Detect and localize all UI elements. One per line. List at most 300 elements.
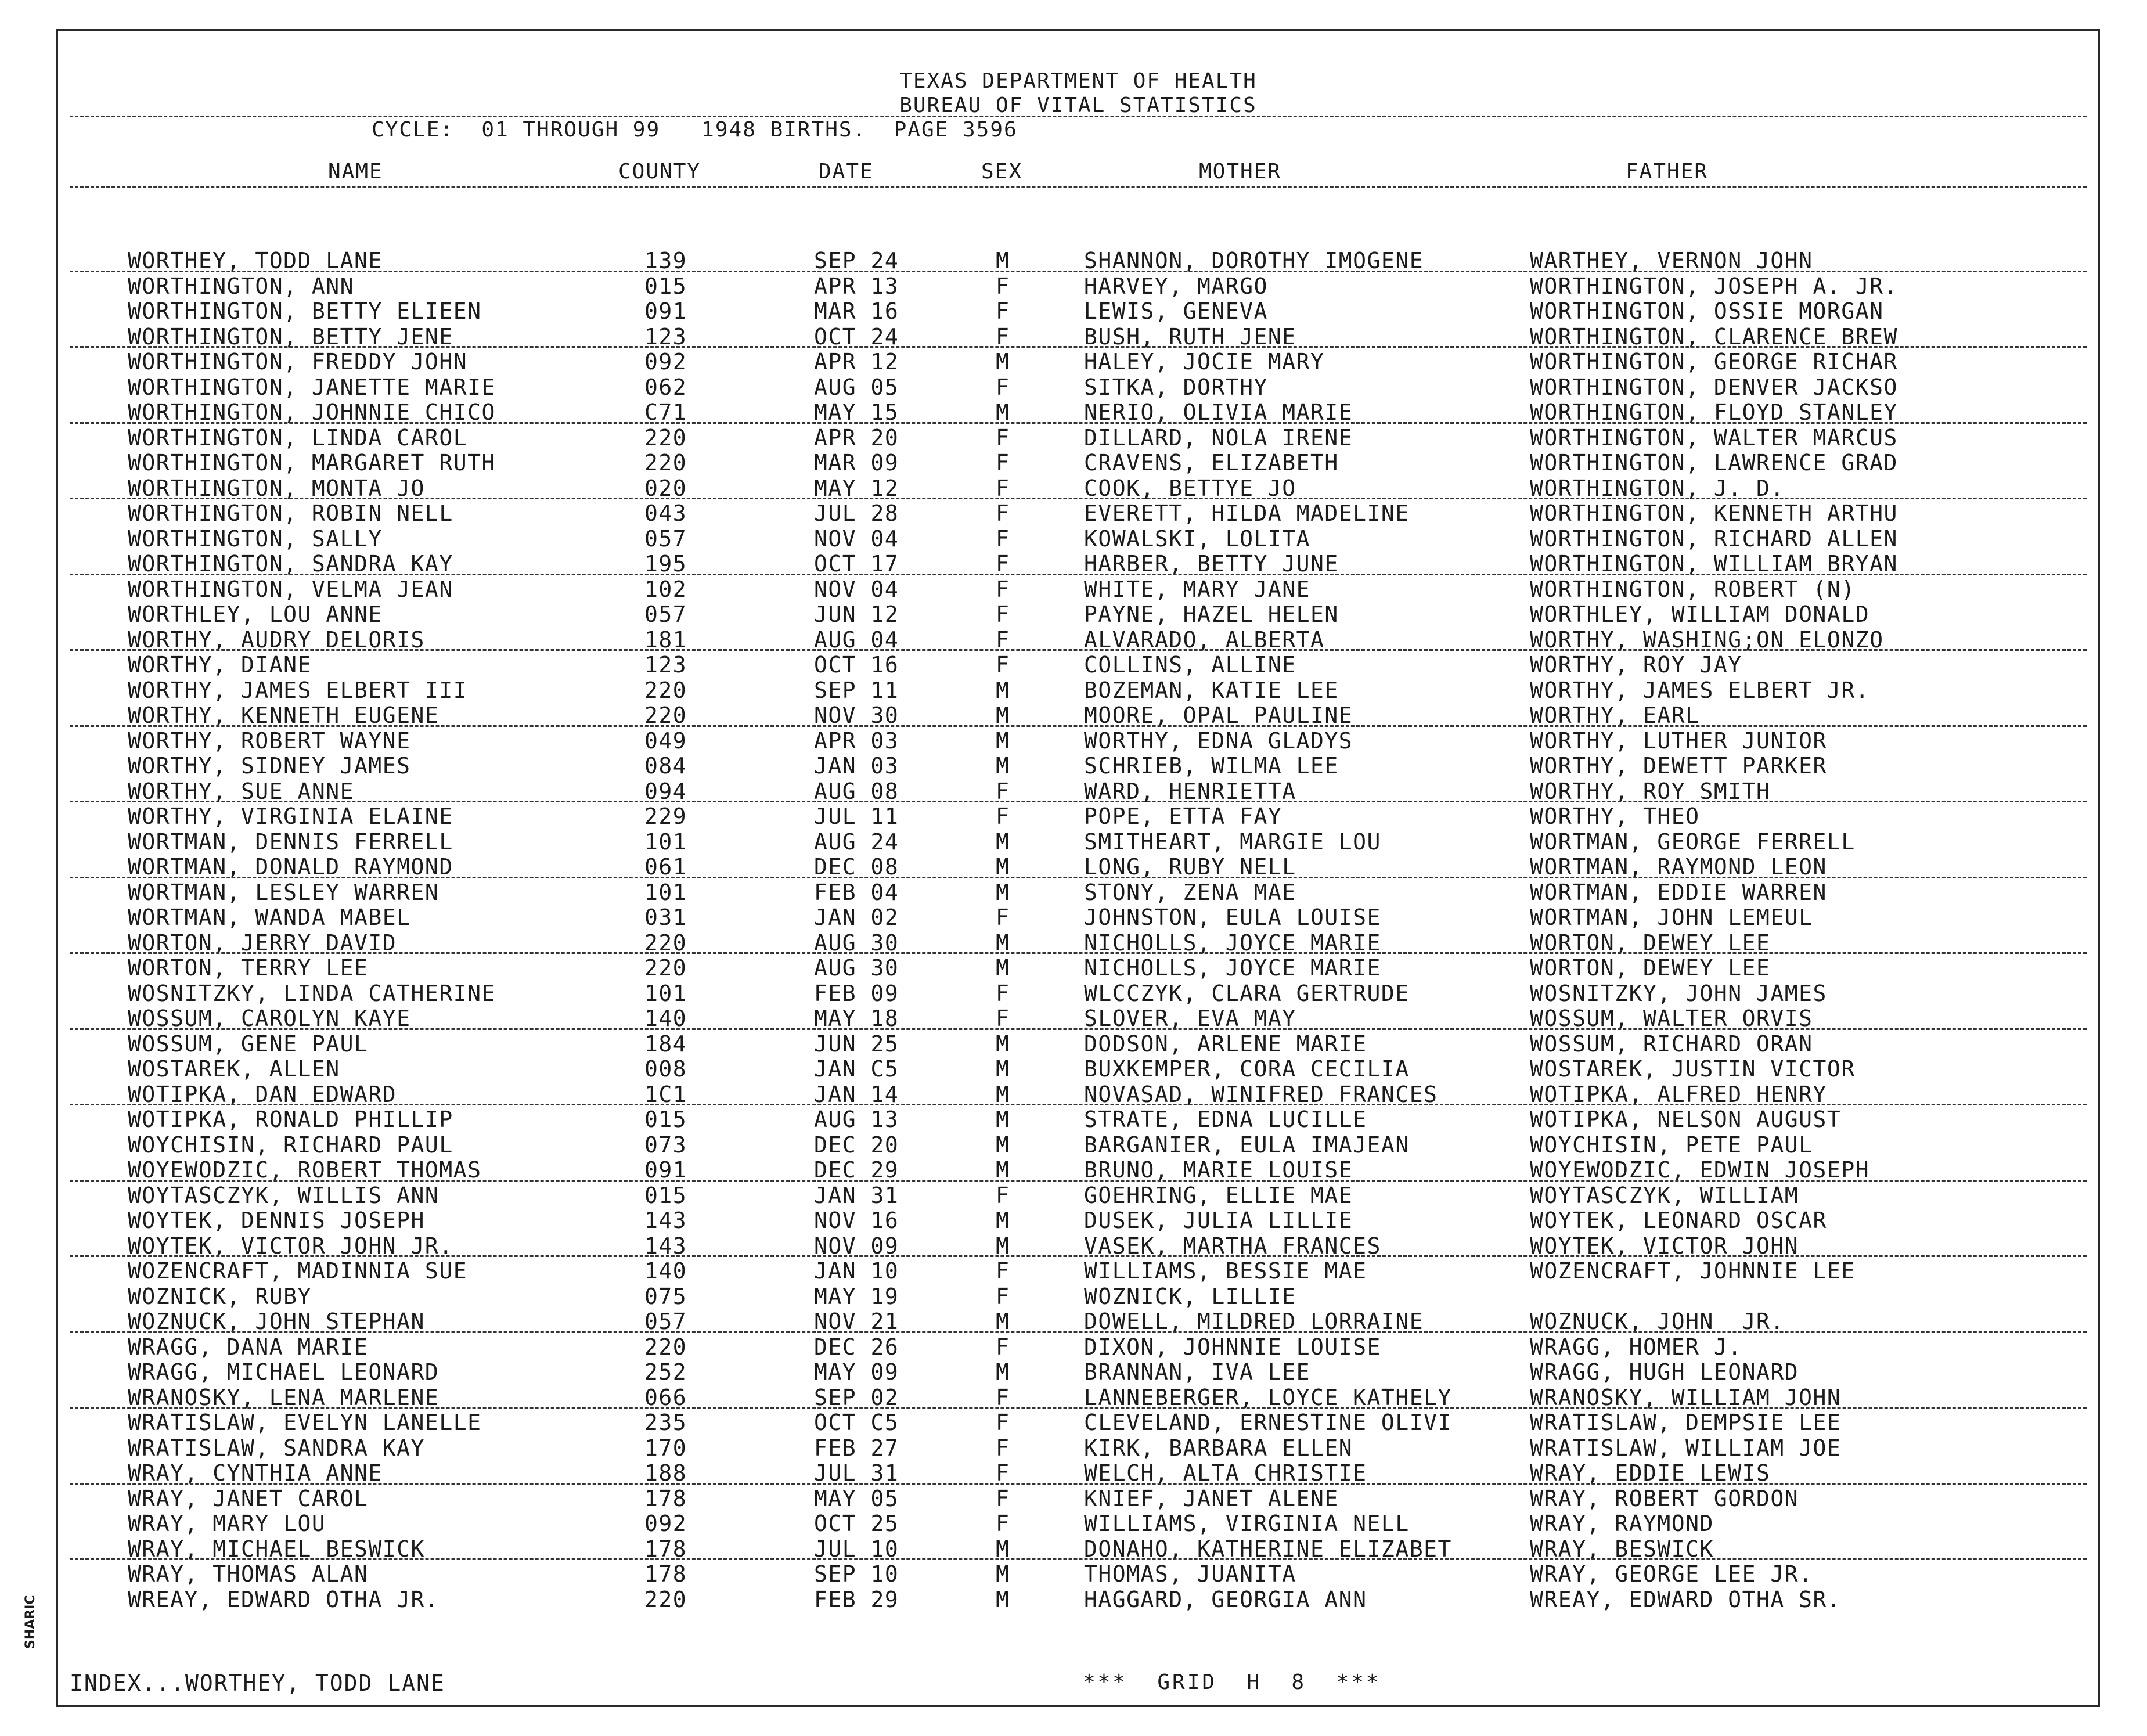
cell-sex: M [996, 854, 1010, 880]
cell-father: WORTHINGTON, FLOYD STANLEY [1530, 399, 1898, 425]
cell-sex: F [996, 1334, 1010, 1360]
cell-name: WORTHINGTON, MONTA JO [128, 475, 425, 501]
cell-father: WOSNITZKY, JOHN JAMES [1530, 980, 1827, 1006]
cell-date: JAN 31 [814, 1182, 899, 1208]
cell-father: WRAGG, HUGH LEONARD [1530, 1359, 1799, 1385]
cell-date: APR 20 [814, 424, 899, 451]
cell-mother: JOHNSTON, EULA LOUISE [1084, 905, 1381, 930]
cell-county: 057 [644, 602, 687, 627]
cell-father: WORTHY, EARL [1530, 703, 1700, 728]
cell-father: WORTMAN, JOHN LEMEUL [1530, 905, 1813, 930]
cell-sex: F [996, 804, 1010, 829]
cell-name: WORTHY, ROBERT WAYNE [128, 727, 411, 754]
table-row [58, 1232, 2098, 1258]
cell-sex: M [996, 879, 1010, 905]
table-row [58, 1182, 2098, 1207]
cell-county: 143 [644, 1208, 687, 1233]
cell-mother: COOK, BETTYE JO [1084, 475, 1296, 501]
cell-date: AUG 08 [814, 778, 899, 804]
cell-county: 015 [644, 1107, 687, 1132]
cell-date: FEB 09 [814, 980, 899, 1006]
cell-father: WRANOSKY, WILLIAM JOHN [1530, 1384, 1842, 1410]
cell-mother: SHANNON, DOROTHY IMOGENE [1084, 248, 1424, 273]
cell-name: WOTIPKA, DAN EDWARD [128, 1081, 397, 1107]
cell-mother: EVERETT, HILDA MADELINE [1084, 500, 1410, 526]
cell-father: WORTHINGTON, LAWRENCE GRAD [1530, 450, 1898, 476]
cell-mother: WELCH, ALTA CHRISTIE [1084, 1460, 1367, 1486]
cell-sex: F [996, 1410, 1010, 1435]
cell-date: NOV 09 [814, 1233, 899, 1259]
cell-date: SEP 24 [814, 248, 899, 273]
cell-mother: WHITE, MARY JANE [1084, 576, 1311, 602]
cell-name: WRAGG, DANA MARIE [128, 1334, 369, 1360]
cell-father: WOTIPKA, NELSON AUGUST [1530, 1107, 1842, 1132]
table-row [58, 1384, 2098, 1409]
cell-name: WORTHINGTON, SANDRA KAY [128, 551, 453, 577]
cell-county: 094 [644, 778, 687, 804]
cell-county: 123 [644, 652, 687, 678]
table-row [58, 474, 2098, 500]
cell-mother: DONAHO, KATHERINE ELIZABET [1084, 1536, 1452, 1562]
table-row [58, 525, 2098, 550]
cell-date: AUG 30 [814, 955, 899, 981]
cell-father: WOYTEK, LEONARD OSCAR [1530, 1208, 1827, 1233]
cell-father: WORTHINGTON, DENVER JACKSO [1530, 374, 1898, 400]
cell-county: 102 [644, 576, 687, 602]
cell-mother: SLOVER, EVA MAY [1084, 1006, 1296, 1031]
cell-name: WORTMAN, DENNIS FERRELL [128, 829, 453, 855]
cell-mother: KNIEF, JANET ALENE [1084, 1485, 1339, 1511]
column-header-county: COUNTY [618, 160, 701, 183]
cell-date: NOV 30 [814, 703, 899, 728]
cell-sex: M [996, 955, 1010, 981]
cell-father: WORTON, DEWEY LEE [1530, 930, 1771, 956]
cell-name: WOYTEK, VICTOR JOHN JR. [128, 1233, 453, 1259]
cell-county: C71 [644, 399, 687, 425]
cell-date: APR 12 [814, 349, 899, 374]
cell-date: OCT 17 [814, 551, 899, 577]
table-row [58, 1358, 2098, 1384]
cell-date: DEC 26 [814, 1334, 899, 1360]
cell-county: 139 [644, 248, 687, 273]
cell-date: AUG 04 [814, 626, 899, 653]
cell-sex: M [996, 1536, 1010, 1562]
table-row [58, 651, 2098, 676]
cell-date: DEC 20 [814, 1132, 899, 1158]
table-row [58, 828, 2098, 853]
cell-county: 057 [644, 1309, 687, 1334]
cell-mother: KIRK, BARBARA ELLEN [1084, 1435, 1353, 1461]
cell-sex: F [996, 905, 1010, 930]
cell-county: 220 [644, 930, 687, 956]
table-row [58, 1131, 2098, 1157]
cell-county: 101 [644, 829, 687, 855]
cell-sex: F [996, 500, 1010, 526]
cell-sex: M [996, 1031, 1010, 1057]
cell-date: MAY 05 [814, 1485, 899, 1511]
cell-mother: VASEK, MARTHA FRANCES [1084, 1233, 1381, 1259]
cell-name: WORTMAN, WANDA MABEL [128, 905, 411, 930]
cell-mother: DUSEK, JULIA LILLIE [1084, 1208, 1353, 1233]
cell-father: WRAY, GEORGE LEE JR. [1530, 1561, 1813, 1587]
cell-sex: M [996, 1081, 1010, 1107]
cell-name: WORTHY, AUDRY DELORIS [128, 626, 425, 653]
cell-name: WOZNICK, RUBY [128, 1283, 312, 1309]
cell-date: FEB 29 [814, 1586, 899, 1612]
table-row [58, 1081, 2098, 1106]
cell-father: WRAY, ROBERT GORDON [1530, 1485, 1799, 1511]
cell-date: APR 03 [814, 727, 899, 754]
cell-mother: NICHOLLS, JOYCE MARIE [1084, 930, 1381, 956]
cell-date: NOV 04 [814, 525, 899, 552]
cell-father: WORTHINGTON, KENNETH ARTHU [1530, 500, 1898, 526]
cell-mother: BUSH, RUTH JENE [1084, 323, 1296, 350]
cell-mother: BOZEMAN, KATIE LEE [1084, 677, 1339, 703]
column-header-date: DATE [819, 160, 874, 183]
cell-sex: F [996, 778, 1010, 804]
cell-sex: M [996, 677, 1010, 703]
cell-sex: M [996, 753, 1010, 779]
table-row [58, 1586, 2098, 1611]
cell-mother: HALEY, JOCIE MARY [1084, 349, 1325, 374]
cell-date: FEB 27 [814, 1435, 899, 1461]
cell-mother: WLCCZYK, CLARA GERTRUDE [1084, 980, 1410, 1006]
cell-sex: F [996, 1283, 1010, 1309]
cell-father: WOZNUCK, JOHN JR. [1530, 1309, 1785, 1334]
cell-date: NOV 16 [814, 1208, 899, 1233]
cell-mother: DIXON, JOHNNIE LOUISE [1084, 1334, 1381, 1360]
cell-county: 252 [644, 1359, 687, 1385]
cell-county: 073 [644, 1132, 687, 1158]
cell-date: MAY 18 [814, 1006, 899, 1031]
cell-date: AUG 30 [814, 930, 899, 956]
cell-sex: M [996, 1132, 1010, 1158]
table-row [58, 1030, 2098, 1056]
cell-date: AUG 05 [814, 374, 899, 400]
cell-mother: POPE, ETTA FAY [1084, 804, 1283, 829]
cell-date: JUN 25 [814, 1031, 899, 1057]
cell-father: WORTHINGTON, RICHARD ALLEN [1530, 525, 1898, 552]
cell-father: WORTHINGTON, GEORGE RICHAR [1530, 349, 1898, 374]
cell-date: MAY 19 [814, 1283, 899, 1309]
cell-mother: BUXKEMPER, CORA CECILIA [1084, 1056, 1410, 1082]
table-row [58, 853, 2098, 878]
table-row [58, 752, 2098, 777]
cell-name: WORTHY, DIANE [128, 652, 312, 678]
cell-sex: F [996, 652, 1010, 678]
column-header-sex: SEX [981, 160, 1023, 183]
cell-county: 140 [644, 1006, 687, 1031]
cell-father: WOTIPKA, ALFRED HENRY [1530, 1081, 1827, 1107]
cell-county: 188 [644, 1460, 687, 1486]
cell-mother: DILLARD, NOLA IRENE [1084, 424, 1353, 451]
cell-name: WRAY, CYNTHIA ANNE [128, 1460, 383, 1486]
cell-name: WOTIPKA, RONALD PHILLIP [128, 1107, 453, 1132]
cell-county: 015 [644, 1182, 687, 1208]
table-row [58, 1206, 2098, 1232]
cell-name: WORTHY, JAMES ELBERT III [128, 677, 468, 703]
cell-father: WORTHY, WASHING;ON ELONZO [1530, 626, 1884, 653]
cell-father: WRAY, RAYMOND [1530, 1511, 1714, 1536]
cell-county: 181 [644, 626, 687, 653]
cell-date: FEB 04 [814, 879, 899, 905]
cell-name: WRAGG, MICHAEL LEONARD [128, 1359, 440, 1385]
cell-sex: F [996, 980, 1010, 1006]
grid-footer: *** GRID H 8 *** [1083, 1670, 1381, 1694]
cell-father: WORTMAN, EDDIE WARREN [1530, 879, 1827, 905]
cell-date: JAN C5 [814, 1056, 899, 1082]
cell-father: WOSSUM, WALTER ORVIS [1530, 1006, 1813, 1031]
cell-sex: F [996, 602, 1010, 627]
cell-father: WRATISLAW, DEMPSIE LEE [1530, 1410, 1842, 1435]
cell-father: WOYCHISIN, PETE PAUL [1530, 1132, 1813, 1158]
cell-county: 049 [644, 727, 687, 754]
cell-date: JUL 10 [814, 1536, 899, 1562]
cell-father: WORTHY, LUTHER JUNIOR [1530, 727, 1827, 754]
cell-date: MAR 16 [814, 298, 899, 324]
cell-father: WARTHEY, VERNON JOHN [1530, 248, 1813, 273]
cell-mother: CLEVELAND, ERNESTINE OLIVI [1084, 1410, 1452, 1435]
cell-name: WORTHY, KENNETH EUGENE [128, 703, 440, 728]
cell-mother: LANNEBERGER, LOYCE KATHELY [1084, 1384, 1452, 1410]
cell-name: WOYTASCZYK, WILLIS ANN [128, 1182, 440, 1208]
table-row [58, 979, 2098, 1005]
cell-sex: F [996, 475, 1010, 501]
cell-sex: F [996, 1258, 1010, 1284]
cell-sex: F [996, 1182, 1010, 1208]
cell-date: MAY 15 [814, 399, 899, 425]
cell-mother: LEWIS, GENEVA [1084, 298, 1268, 324]
cell-name: WOYEWODZIC, ROBERT THOMAS [128, 1157, 482, 1183]
cell-father: WRATISLAW, WILLIAM JOE [1530, 1435, 1842, 1461]
cell-name: WRAY, MARY LOU [128, 1511, 326, 1536]
cell-county: 020 [644, 475, 687, 501]
cell-mother: WILLIAMS, VIRGINIA NELL [1084, 1511, 1410, 1536]
cell-name: WORTHY, VIRGINIA ELAINE [128, 804, 453, 829]
cell-county: 1C1 [644, 1081, 687, 1107]
table-row [58, 373, 2098, 399]
cell-father: WOSTAREK, JUSTIN VICTOR [1530, 1056, 1856, 1082]
cell-county: 101 [644, 879, 687, 905]
cell-mother: MOORE, OPAL PAULINE [1084, 703, 1353, 728]
table-row [58, 676, 2098, 702]
cell-name: WORTHLEY, LOU ANNE [128, 602, 383, 627]
cell-date: JUL 31 [814, 1460, 899, 1486]
cell-mother: SMITHEART, MARGIE LOU [1084, 829, 1381, 855]
cell-county: 101 [644, 980, 687, 1006]
cell-sex: F [996, 1511, 1010, 1536]
cell-county: 220 [644, 955, 687, 981]
table-row [58, 727, 2098, 752]
cell-county: 195 [644, 551, 687, 577]
cell-date: OCT C5 [814, 1410, 899, 1435]
cell-county: 031 [644, 905, 687, 930]
cell-name: WRATISLAW, SANDRA KAY [128, 1435, 425, 1461]
table-row [58, 449, 2098, 474]
table-row [58, 701, 2098, 727]
cell-county: 220 [644, 1334, 687, 1360]
cell-sex: F [996, 450, 1010, 476]
cell-father: WORTMAN, RAYMOND LEON [1530, 854, 1827, 880]
cell-name: WRAY, JANET CAROL [128, 1485, 369, 1511]
cell-county: 091 [644, 298, 687, 324]
cell-date: NOV 21 [814, 1309, 899, 1334]
cell-date: MAY 12 [814, 475, 899, 501]
cell-father: WORTHINGTON, WALTER MARCUS [1530, 424, 1898, 451]
cell-date: NOV 04 [814, 576, 899, 602]
cell-sex: M [996, 829, 1010, 855]
cell-date: SEP 10 [814, 1561, 899, 1587]
cell-sex: F [996, 1485, 1010, 1511]
cell-county: 057 [644, 525, 687, 552]
table-row [58, 1333, 2098, 1359]
cell-mother: THOMAS, JUANITA [1084, 1561, 1296, 1587]
cell-mother: BARGANIER, EULA IMAJEAN [1084, 1132, 1410, 1158]
cell-date: AUG 13 [814, 1107, 899, 1132]
table-row [58, 954, 2098, 979]
cell-name: WORTHINGTON, JOHNNIE CHICO [128, 399, 496, 425]
table-row [58, 1434, 2098, 1460]
cell-name: WRAY, THOMAS ALAN [128, 1561, 369, 1587]
cell-date: AUG 24 [814, 829, 899, 855]
cell-county: 140 [644, 1258, 687, 1284]
cell-county: 184 [644, 1031, 687, 1057]
cell-mother: STONY, ZENA MAE [1084, 879, 1296, 905]
cell-mother: STRATE, EDNA LUCILLE [1084, 1107, 1367, 1132]
cell-name: WORTHINGTON, BETTY JENE [128, 323, 453, 350]
cell-sex: F [996, 273, 1010, 299]
header-rule [70, 116, 2087, 117]
cell-sex: M [996, 1056, 1010, 1082]
cell-name: WORTHINGTON, SALLY [128, 525, 383, 552]
cell-father: WORTHLEY, WILLIAM DONALD [1530, 602, 1870, 627]
cell-sex: F [996, 551, 1010, 577]
cell-mother: LONG, RUBY NELL [1084, 854, 1296, 880]
cell-date: MAY 09 [814, 1359, 899, 1385]
cell-name: WOSTAREK, ALLEN [128, 1056, 340, 1082]
cell-sex: M [996, 1208, 1010, 1233]
cell-name: WORTHINGTON, MARGARET RUTH [128, 450, 496, 476]
cell-mother: DOWELL, MILDRED LORRAINE [1084, 1309, 1424, 1334]
table-row [58, 1459, 2098, 1485]
cell-sex: M [996, 1359, 1010, 1385]
table-row [58, 272, 2098, 298]
cell-father: WORTHINGTON, J. D. [1530, 475, 1785, 501]
column-header-name: NAME [328, 160, 383, 183]
cell-county: 061 [644, 854, 687, 880]
cell-mother: WOZNICK, LILLIE [1084, 1283, 1296, 1309]
table-row [58, 1560, 2098, 1586]
cell-county: 066 [644, 1384, 687, 1410]
table-row [58, 575, 2098, 601]
cell-mother: SCHRIEB, WILMA LEE [1084, 753, 1339, 779]
table-row [58, 1485, 2098, 1510]
cell-sex: F [996, 424, 1010, 451]
cell-name: WORTHY, SUE ANNE [128, 778, 355, 804]
cell-sex: F [996, 525, 1010, 552]
cell-county: 092 [644, 349, 687, 374]
cell-county: 229 [644, 804, 687, 829]
table-row [58, 1308, 2098, 1333]
table-row [58, 1004, 2098, 1030]
cell-mother: SITKA, DORTHY [1084, 374, 1268, 400]
cell-name: WOZENCRAFT, MADINNIA SUE [128, 1258, 468, 1284]
cell-name: WORTHINGTON, ROBIN NELL [128, 500, 453, 526]
cell-mother: HAGGARD, GEORGIA ANN [1084, 1586, 1367, 1612]
cell-father: WORTMAN, GEORGE FERRELL [1530, 829, 1856, 855]
cell-county: 015 [644, 273, 687, 299]
side-stamp: SHARIC [23, 1595, 38, 1649]
table-row [58, 247, 2098, 272]
cell-name: WORTHINGTON, LINDA CAROL [128, 424, 468, 451]
table-row [58, 550, 2098, 575]
bureau-title: BUREAU OF VITAL STATISTICS [899, 93, 1257, 117]
cell-sex: F [996, 576, 1010, 602]
cell-county: 235 [644, 1410, 687, 1435]
cell-mother: PAYNE, HAZEL HELEN [1084, 602, 1339, 627]
cell-father: WOYTEK, VICTOR JOHN [1530, 1233, 1799, 1259]
cell-county: 092 [644, 1511, 687, 1536]
table-row [58, 903, 2098, 929]
cell-father: WORTHY, JAMES ELBERT JR. [1530, 677, 1870, 703]
cell-father: WOYEWODZIC, EDWIN JOSEPH [1530, 1157, 1870, 1183]
cell-sex: F [996, 1384, 1010, 1410]
cell-date: DEC 29 [814, 1157, 899, 1183]
cell-mother: NERIO, OLIVIA MARIE [1084, 399, 1353, 425]
table-row [58, 297, 2098, 323]
cell-father: WORTHY, ROY JAY [1530, 652, 1742, 678]
cell-name: WOSNITZKY, LINDA CATHERINE [128, 980, 496, 1006]
cell-mother: CRAVENS, ELIZABETH [1084, 450, 1339, 476]
cell-name: WORTHINGTON, JANETTE MARIE [128, 374, 496, 400]
cell-father: WOSSUM, RICHARD ORAN [1530, 1031, 1813, 1057]
cell-date: JAN 02 [814, 905, 899, 930]
cell-mother: ALVARADO, ALBERTA [1084, 626, 1325, 653]
cell-sex: F [996, 626, 1010, 653]
cell-father: WORTHINGTON, WILLIAM BRYAN [1530, 551, 1898, 577]
cell-father: WORTON, DEWEY LEE [1530, 955, 1771, 981]
cell-father: WORTHINGTON, JOSEPH A. JR. [1530, 273, 1898, 299]
cell-date: OCT 25 [814, 1511, 899, 1536]
cell-sex: F [996, 323, 1010, 350]
cell-name: WORTMAN, DONALD RAYMOND [128, 854, 453, 880]
cell-name: WOSSUM, CAROLYN KAYE [128, 1006, 411, 1031]
cell-name: WORTHY, SIDNEY JAMES [128, 753, 411, 779]
table-row [58, 1510, 2098, 1535]
table-row [58, 1283, 2098, 1308]
table-row [58, 929, 2098, 955]
document-frame [56, 29, 2100, 1707]
cell-mother: HARBER, BETTY JUNE [1084, 551, 1339, 577]
cell-date: SEP 11 [814, 677, 899, 703]
cell-county: 178 [644, 1561, 687, 1587]
table-row [58, 398, 2098, 424]
cell-mother: WORTHY, EDNA GLADYS [1084, 727, 1353, 754]
column-header-father: FATHER [1626, 160, 1709, 183]
cell-county: 062 [644, 374, 687, 400]
cell-name: WORTON, TERRY LEE [128, 955, 369, 981]
cell-name: WORTMAN, LESLEY WARREN [128, 879, 440, 905]
cell-name: WORTHINGTON, BETTY ELIEEN [128, 298, 482, 324]
cell-mother: KOWALSKI, LOLITA [1084, 525, 1311, 552]
table-row [58, 802, 2098, 828]
cell-county: 084 [644, 753, 687, 779]
cell-father: WORTHINGTON, CLARENCE BREW [1530, 323, 1898, 350]
cell-county: 178 [644, 1485, 687, 1511]
cycle-line: CYCLE: 01 THROUGH 99 1948 BIRTHS. PAGE 3596 [372, 118, 1018, 142]
cell-sex: F [996, 298, 1010, 324]
cell-father: WOZENCRAFT, JOHNNIE LEE [1530, 1258, 1856, 1284]
